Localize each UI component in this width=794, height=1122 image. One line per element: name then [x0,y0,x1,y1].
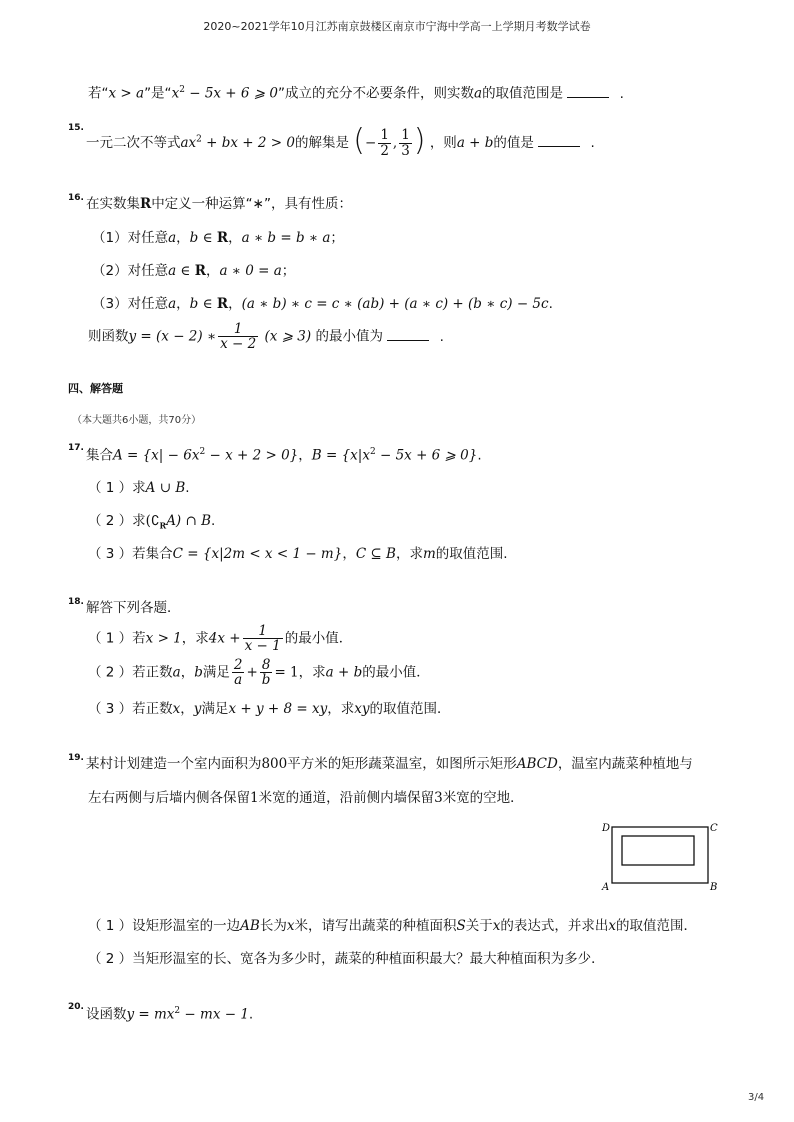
vertex-label-d: D [602,823,611,834]
question-number: 17. [68,443,84,453]
fraction: $\frac{2}{a}$ [233,657,243,689]
question-19-line-1: $^{19.}$ 某村计划建造一个室内面积为800平方米的矩形蔬菜温室，如图所示矩形ABCD，温室内蔬菜种植地与 [68,753,693,772]
question-18-title: $^{18.}$ 解答下列各题． [68,597,181,616]
question-17-part-1: （ 1 ）求A ∪ B. [88,480,190,496]
question-19-part-1: （ 1 ）设矩形温室的一边AB长为x米，请写出蔬菜的种植面积S关于x的表达式，并求出x的取值范围． [88,918,697,934]
fraction: $\frac{1}{x - 1}$ [244,623,281,655]
question-20-text: $^{20.}$ 设函数$y = mx^2$ − mx − 1. [68,1002,254,1023]
question-16-text: $^{16.}$ 在实数集R中定义一种运算“∗”，具有性质： [68,193,352,212]
question-17-text: $^{17.}$ 集合$A = \{x| - 6x^2 - x + 2 > 0\}$，$B = \{x|x^2 - 5x + 6$ ⩾ 0}. [68,443,482,464]
question-number: 15. [68,123,84,133]
fraction: $\frac{1}{2}$ [380,127,389,159]
question-18-part-3: （ 3 ）若正数x，y满足x + y + 8 = xy，求xy的取值范围． [88,701,451,717]
section-title: 四、解答题 [68,382,123,395]
question-number: 16. [68,193,84,203]
question-19-line-2: 左右两侧与后墙内侧各保留1米宽的通道，沿前侧内墙保留3米宽的空地． [88,790,524,806]
document-header: 2020~2021学年10月江苏南京鼓楼区南京市宁海中学高一上学期月考数学试卷 [203,20,591,33]
question-16-property-2: （2）对任意a ∈ R，a ∗ 0 = a； [92,263,296,279]
question-16-property-3: （3）对任意a，b ∈ R，(a ∗ b) ∗ c = c ∗ (ab) + (a ∗ c) + (b ∗ c) − 5c. [92,296,553,312]
section-note: （本大题共6小题，共70分） [72,415,202,426]
question-16-question: 则函数y = (x − 2) ∗ $\frac{1}{x - 2}$ (x ⩾ 3) 的最小值为 . [88,321,444,353]
answer-blank[interactable] [567,97,609,98]
question-17-part-3: （ 3 ）若集合C = {x|2m < x < 1 − m}，C ⊆ B，求m的取值范围. [88,546,508,562]
question-18-part-2: （ 2 ）若正数a，b满足 $\frac{2}{a}$ + $\frac{8}{b}$ = 1，求a + b的最小值． [88,657,430,689]
question-18-part-1: （ 1 ）若x > 1，求4x + $\frac{1}{x - 1}$ 的最小值． [88,623,353,655]
question-14-text: 若“x > a”是“$x^2 - 5x + 6$ ⩾ 0”成立的充分不必要条件，则实数a的取值范围是 . [88,85,624,102]
answer-blank[interactable] [538,146,580,147]
vertex-label-b: B [710,882,718,893]
vertex-label-c: C [710,823,718,834]
fraction: $\frac{8}{b}$ [261,657,271,689]
question-19-part-2: （ 2 ）当矩形温室的长、宽各为多少时，蔬菜的种植面积最大？最大种植面积为多少． [88,951,605,967]
greenhouse-diagram [596,818,726,896]
vertex-label-a: A [602,882,610,893]
question-16-property-1: （1）对任意a，b ∈ R，a ∗ b = b ∗ a； [92,230,344,246]
answer-blank[interactable] [387,340,429,341]
inner-planting-rectangle [622,836,694,865]
question-number: 20. [68,1002,84,1012]
page-number: 3/4 [748,1092,765,1103]
question-number: 19. [68,753,84,763]
question-17-part-2: （ 2 ）求$(∁_RA)$ ∩ B. [88,513,216,531]
fraction: $\frac{1}{3}$ [401,127,410,159]
question-15-text: $^{15.}$一元二次不等式$ax^2$ + bx + 2 > 0的解集是 (− $\frac{1}{2}$ , $\frac{1}{3}$ ) ，则a + b的值是 . [68,123,595,159]
question-number: 18. [68,597,84,607]
fraction: $\frac{1}{x - 2}$ [220,321,257,353]
